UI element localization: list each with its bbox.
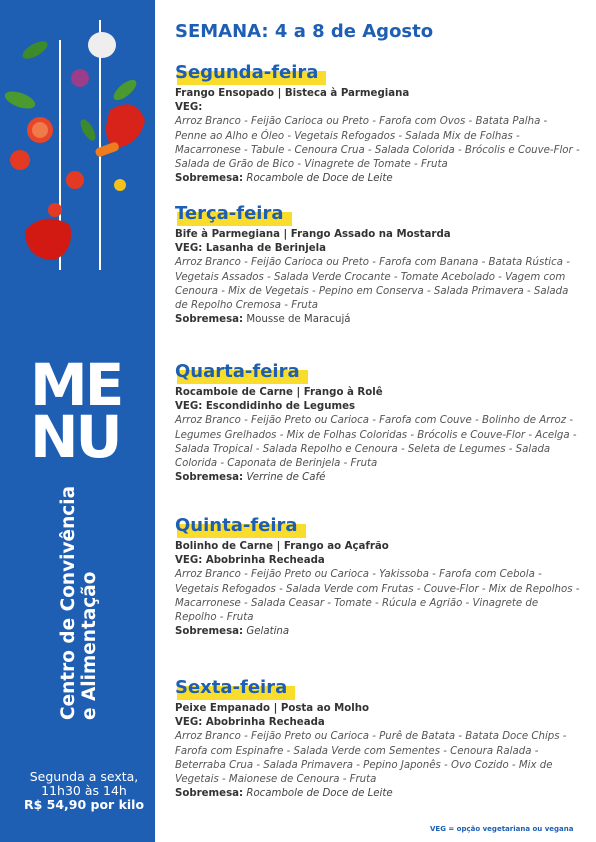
week-title: SEMANA: 4 a 8 de Agosto — [175, 21, 434, 42]
menu-logo — [30, 351, 140, 471]
day-section-friday — [175, 677, 580, 801]
hours-time: 11h30 às 14h — [41, 783, 127, 798]
veg-option: VEG: Abobrinha Recheada — [175, 555, 325, 567]
menu-logo-line1: ME — [30, 351, 122, 419]
day-section-thursday — [175, 515, 580, 639]
day-title: Quinta-feira — [175, 515, 302, 537]
opening-hours — [14, 770, 154, 812]
main-dishes: Frango Ensopado | Bisteca à Parmegiana — [175, 88, 410, 99]
menu-logo-line2: NU — [30, 403, 120, 471]
day-section-tuesday — [175, 203, 580, 327]
center-title-line2: e Alimentação — [79, 571, 100, 720]
center-title — [58, 480, 100, 720]
day-title: Sexta-feira — [175, 677, 291, 699]
day-title: Segunda-feira — [175, 62, 322, 84]
dessert: Sobremesa: Mousse de Maracujá — [175, 314, 351, 326]
side-dishes: Arroz Branco - Feijão Preto ou Carioca - Farofa com Couve - Bolinho de Arroz - Legumes Grelhados - Mix de Folhas Coloridas - Brócolis e Couve-Flor - Acelga - Salada Tropical - Salada Repolho e Cenoura - Seleta de Legumes - Salada Colorida - Caponata de Berinjela - Fruta — [175, 415, 577, 470]
day-section-wednesday — [175, 361, 580, 485]
side-dishes: Arroz Branco - Feijão Carioca ou Preto - Farofa com Banana - Batata Rústica - Vegetais Assados - Salada Verde Crocante - Tomate Acebolado - Vagem com Cenoura - Mix de Vegetais - Pepino em Conserva - Salada Primavera - Salada de Repolho Cremosa - Fruta — [175, 257, 570, 312]
main-dishes: Peixe Empanado | Posta ao Molho — [175, 703, 369, 714]
main-dishes: Rocambole de Carne | Frango à Rolê — [175, 387, 383, 398]
side-dishes: Arroz Branco - Feijão Preto ou Carioca - Purê de Batata - Batata Doce Chips - Farofa com Espinafre - Salada Verde com Sementes - Cenoura Ralada - Beterraba Crua - Salada Primavera - Pepino Japonês - Ovo Cozido - Mix de Vegetais - Maionese de Cenoura - Fruta — [175, 731, 567, 786]
center-title-line1: Centro de Convivência — [58, 485, 79, 720]
day-section-monday — [175, 62, 580, 186]
dessert: Sobremesa: Gelatina — [175, 626, 290, 638]
dessert: Sobremesa: Verrine de Café — [175, 472, 326, 484]
hours-days: Segunda a sexta, — [29, 769, 139, 784]
dessert: Sobremesa: Rocambole de Doce de Leite — [175, 788, 393, 800]
side-dishes: Arroz Branco - Feijão Carioca ou Preto - Farofa com Ovos - Batata Palha - Penne ao Alho e Óleo - Vegetais Refogados - Salada Mix de Folhas - Macarronese - Tabule - Cenoura Crua - Salada Colorida - Brócolis e Couve-Flor - Salada de Grão de Bico - Vinagrete de Tomate - Fruta — [175, 116, 580, 171]
veg-option: VEG: Escondidinho de Legumes — [175, 401, 356, 413]
veg-footnote: VEG = opção vegetariana ou vegana — [430, 825, 574, 833]
veg-option: VEG: Lasanha de Berinjela — [175, 243, 327, 255]
day-title: Terça-feira — [175, 203, 288, 225]
day-title: Quarta-feira — [175, 361, 304, 383]
price-per-kilo: R$ 54,90 por kilo — [23, 797, 145, 812]
main-dishes: Bife à Parmegiana | Frango Assado na Mostarda — [175, 229, 451, 240]
veg-option: VEG: Abobrinha Recheada — [175, 717, 325, 729]
falling-vegetables-image — [0, 0, 155, 270]
sidebar — [0, 0, 155, 842]
veg-option: VEG: — [175, 102, 203, 114]
dessert: Sobremesa: Rocambole de Doce de Leite — [175, 173, 393, 185]
main-dishes: Bolinho de Carne | Frango ao Açafrão — [175, 541, 389, 552]
side-dishes: Arroz Branco - Feijão Preto ou Carioca - Yakissoba - Farofa com Cebola - Vegetais Refogados - Salada Verde com Frutas - Couve-Flor - Mix de Repolhos - Macarronese - Salada Ceasar - Tomate - Rúcula e Agrião - Vinagrete de Repolho - Fruta — [175, 569, 580, 624]
